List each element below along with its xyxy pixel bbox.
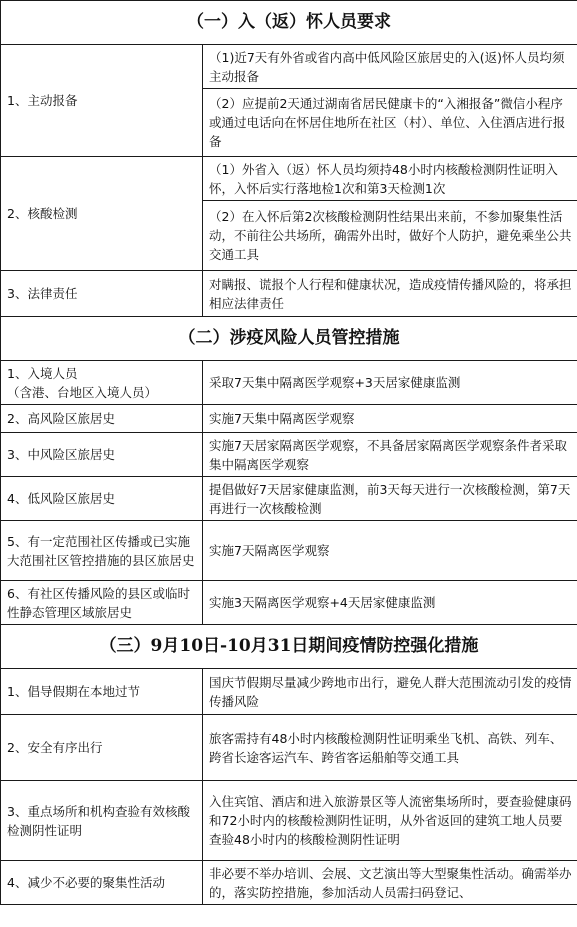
- row-label-gatherings: 4、减少不必要的聚集性活动: [1, 861, 203, 905]
- row-label-legal: 3、法律责任: [1, 271, 203, 317]
- row-label-nucleic: 2、核酸检测: [1, 157, 203, 271]
- row-cell-nucleic-2: （2）在入怀后第2次核酸检测阴性结果出来前，不参加聚集性活动，不前往公共场所，确需外出时，做好个人防护，避免乘坐公共交通工具: [203, 201, 577, 271]
- row-label-static-area: 6、有社区传播风险的县区或临时性静态管理区域旅居史: [1, 581, 203, 625]
- row-cell-high-risk: 实施7天集中隔离医学观察: [203, 405, 577, 433]
- row-cell-gatherings: 非必要不举办培训、会展、文艺演出等大型聚集性活动。确需举办的，落实防控措施，参加活动人员需扫码登记、: [203, 861, 577, 905]
- section-title-1: （一）入（返）怀人员要求: [1, 1, 577, 45]
- row-cell-report-1: （1)近7天有外省或省内高中低风险区旅居史的入(返)怀人员均须主动报备: [203, 45, 577, 89]
- row-label-low-risk: 4、低风险区旅居史: [1, 477, 203, 521]
- section-title-3: （三）9月10日-10月31日期间疫情防控强化措施: [1, 625, 577, 669]
- section-title-2: （二）涉疫风险人员管控措施: [1, 317, 577, 361]
- row-cell-legal: 对瞒报、谎报个人行程和健康状况，造成疫情传播风险的，将承担相应法律责任: [203, 271, 577, 317]
- row-cell-mid-risk: 实施7天居家隔离医学观察，不具备居家隔离医学观察条件者采取集中隔离医学观察: [203, 433, 577, 477]
- row-cell-inbound: 采取7天集中隔离医学观察+3天居家健康监测: [203, 361, 577, 405]
- row-label-community-spread: 5、有一定范围社区传播或已实施大范围社区管控措施的县区旅居史: [1, 521, 203, 581]
- row-label-local-holiday: 1、倡导假期在本地过节: [1, 669, 203, 715]
- row-cell-local-holiday: 国庆节假期尽量减少跨地市出行，避免人群大范围流动引发的疫情传播风险: [203, 669, 577, 715]
- row-cell-static-area: 实施3天隔离医学观察+4天居家健康监测: [203, 581, 577, 625]
- row-label-report: 1、主动报备: [1, 45, 203, 157]
- row-cell-report-2: （2）应提前2天通过湖南省居民健康卡的“入湘报备”微信小程序或通过电话向在怀居住地所在社区（村）、单位、入住酒店进行报备: [203, 89, 577, 157]
- row-label-mid-risk: 3、中风险区旅居史: [1, 433, 203, 477]
- row-cell-low-risk: 提倡做好7天居家健康监测，前3天每天进行一次核酸检测，第7天再进行一次核酸检测: [203, 477, 577, 521]
- row-cell-nucleic-1: （1）外省入（返）怀人员均须持48小时内核酸检测阴性证明入怀，入怀后实行落地检1次和第3天检测1次: [203, 157, 577, 201]
- row-cell-safe-travel: 旅客需持有48小时内核酸检测阴性证明乘坐飞机、高铁、列车、跨省长途客运汽车、跨省客运船舶等交通工具: [203, 715, 577, 781]
- row-label-high-risk: 2、高风险区旅居史: [1, 405, 203, 433]
- row-cell-key-venues: 入住宾馆、酒店和进入旅游景区等人流密集场所时，要查验健康码和72小时内的核酸检测阴性证明，从外省返回的建筑工地人员要查验48小时内的核酸检测阴性证明: [203, 781, 577, 861]
- row-cell-community-spread: 实施7天隔离医学观察: [203, 521, 577, 581]
- row-label-inbound: 1、入境人员 （含港、台地区入境人员）: [1, 361, 203, 405]
- row-label-key-venues: 3、重点场所和机构查验有效核酸检测阴性证明: [1, 781, 203, 861]
- row-label-safe-travel: 2、安全有序出行: [1, 715, 203, 781]
